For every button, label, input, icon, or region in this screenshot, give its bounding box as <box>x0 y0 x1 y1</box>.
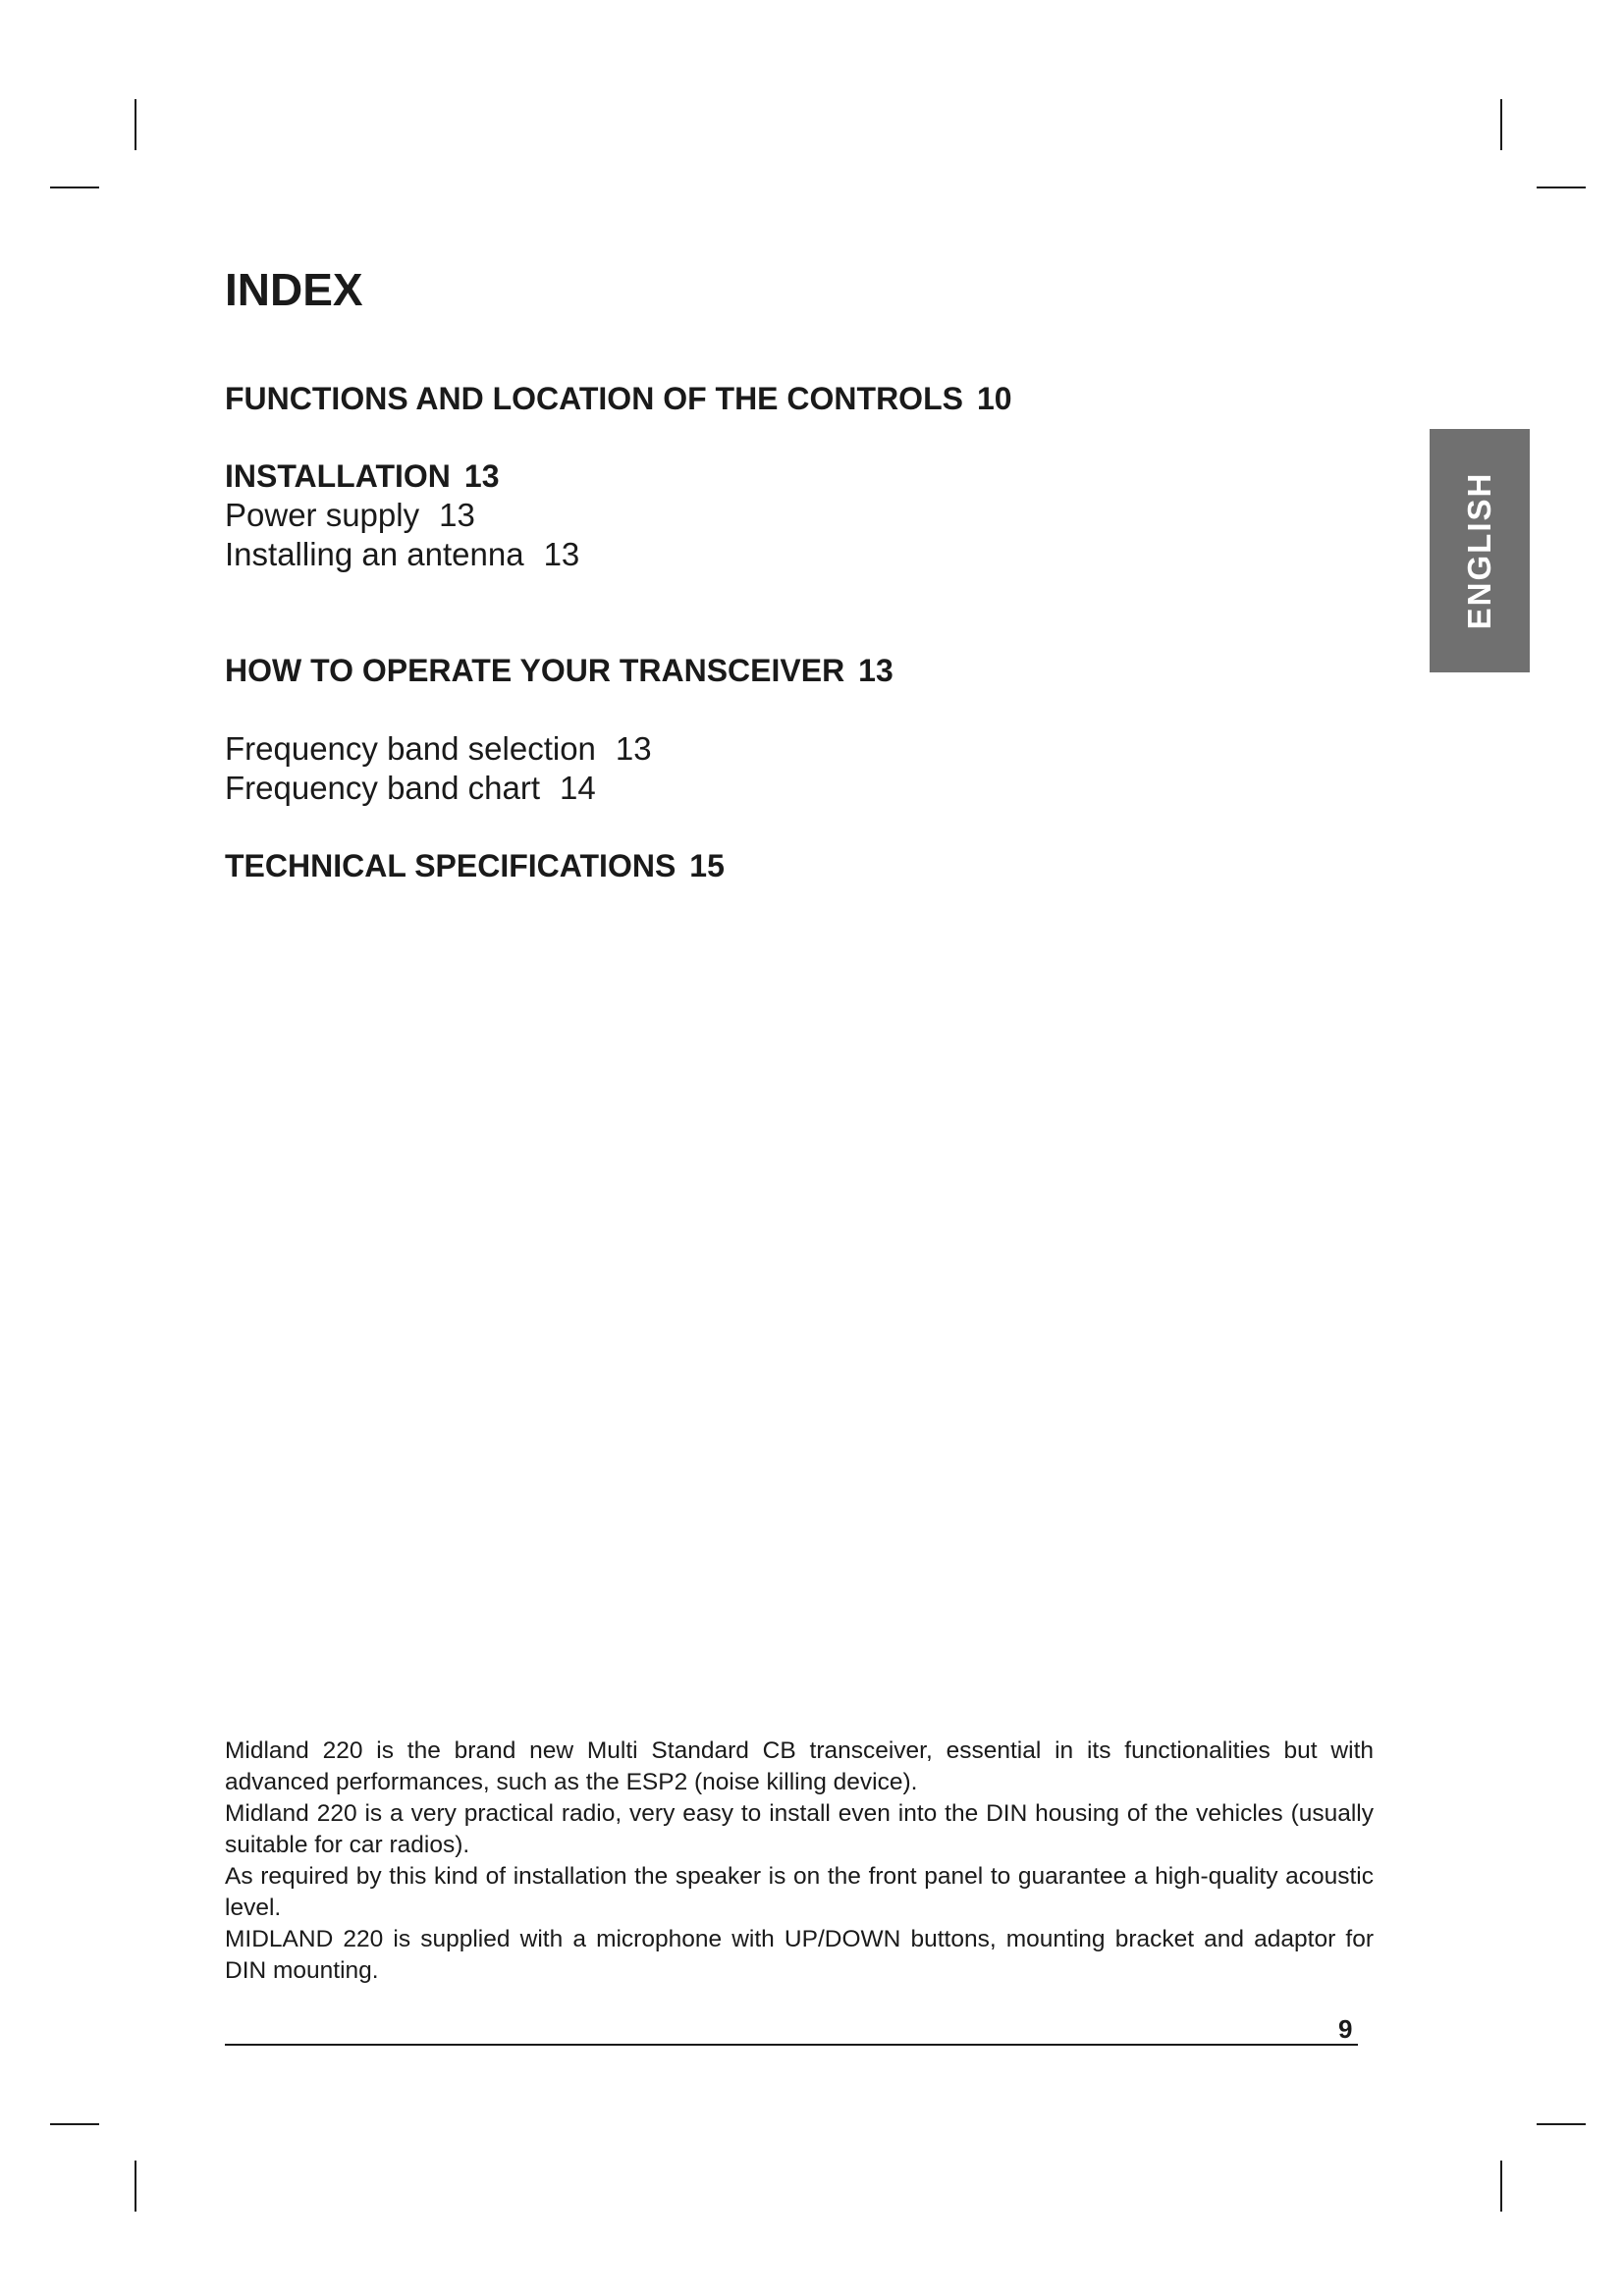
crop-mark <box>1500 2161 1502 2212</box>
language-tab-label: ENGLISH <box>1461 471 1497 630</box>
crop-mark <box>50 2123 99 2125</box>
intro-paragraph: MIDLAND 220 is supplied with a microphone with UP/DOWN buttons, mounting bracket and adaptor for DIN mounting. <box>225 1926 1374 1984</box>
index-entry-page: 13 <box>439 497 475 533</box>
language-tab <box>1430 429 1530 672</box>
index-entry-title: Frequency band selection <box>225 730 596 767</box>
index-entry-title: Frequency band chart <box>225 770 541 806</box>
index-entry-title: FUNCTIONS AND LOCATION OF THE CONTROLS <box>225 381 963 416</box>
footer-rule <box>225 2044 1358 2046</box>
crop-mark <box>1500 99 1502 150</box>
crop-mark <box>50 187 99 188</box>
intro-paragraph: Midland 220 is the brand new Multi Standard CB transceiver, essential in its functionalities but with advanced performances, such as the ESP2 (noise killing device). <box>225 1737 1374 1795</box>
crop-mark <box>135 2161 136 2212</box>
index-entry-title: Power supply <box>225 497 420 533</box>
index-entry-operate[interactable] <box>225 655 893 686</box>
index-entry-title: TECHNICAL SPECIFICATIONS <box>225 848 677 883</box>
index-entry-page: 13 <box>463 458 500 494</box>
index-entry-specifications[interactable] <box>225 850 725 881</box>
page-number: 9 <box>1338 2014 1353 2044</box>
index-entry-installation[interactable] <box>225 460 499 492</box>
index-entry-page: 15 <box>689 848 725 883</box>
index-entry-title: HOW TO OPERATE YOUR TRANSCEIVER <box>225 653 845 688</box>
index-entry-page: 13 <box>858 653 893 688</box>
intro-text <box>225 1735 1374 1987</box>
index-entry-power-supply[interactable] <box>225 499 475 531</box>
crop-mark <box>1537 2123 1586 2125</box>
index-entry-functions[interactable] <box>225 383 1012 414</box>
intro-paragraph: Midland 220 is a very practical radio, very easy to install even into the DIN housing of the vehicles (usually suitable for car radios). <box>225 1800 1374 1858</box>
crop-mark <box>1537 187 1586 188</box>
index-entry-title: INSTALLATION <box>225 458 451 494</box>
intro-paragraph: As required by this kind of installation the speaker is on the front panel to guarantee a high-quality acoustic level. <box>225 1863 1374 1921</box>
page-title: INDEX <box>225 264 363 315</box>
index-entry-page: 10 <box>976 381 1012 416</box>
index-entry-page: 13 <box>615 730 652 767</box>
index-entry-band-selection[interactable] <box>225 732 652 765</box>
index-entry-page: 14 <box>560 770 596 806</box>
index-entry-page: 13 <box>543 536 580 572</box>
index-entry-installing-antenna[interactable] <box>225 538 579 570</box>
index-entry-band-chart[interactable] <box>225 772 596 804</box>
index-entry-title: Installing an antenna <box>225 536 524 572</box>
crop-mark <box>135 99 136 150</box>
